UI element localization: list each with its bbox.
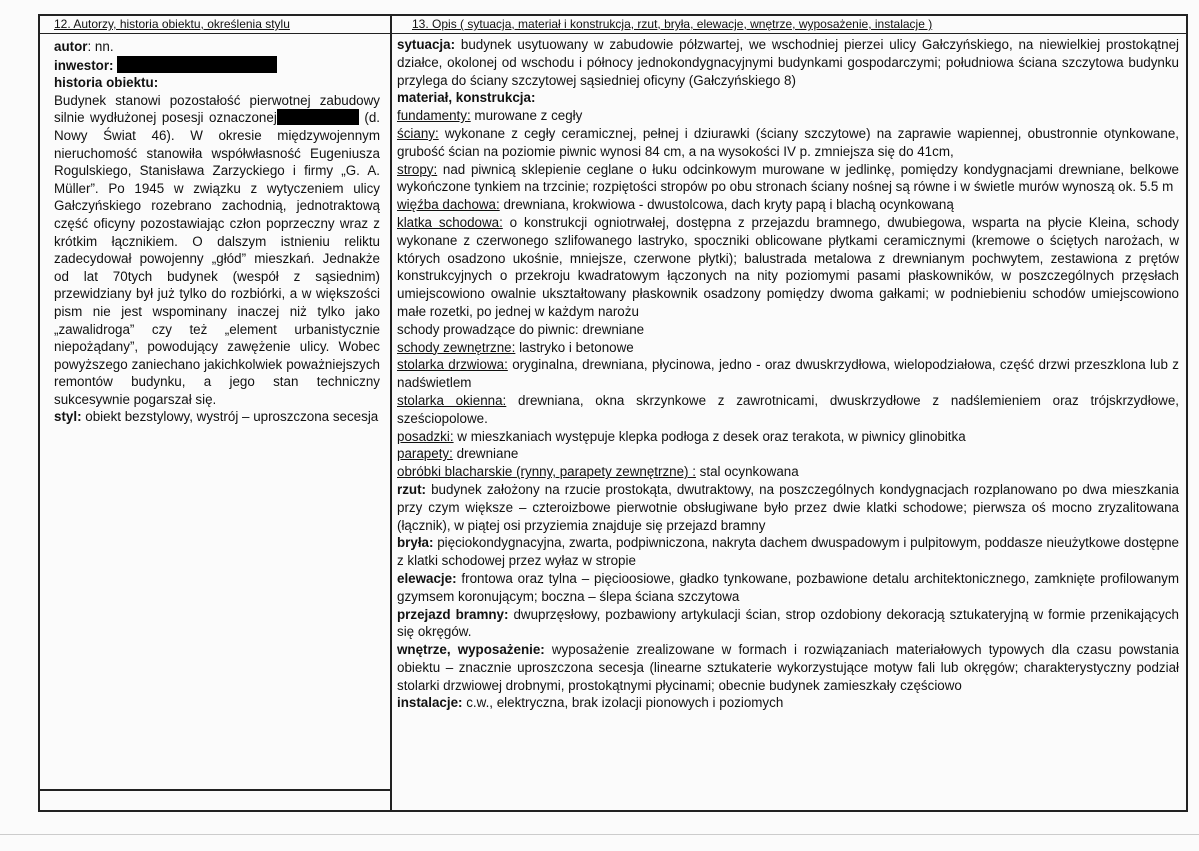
ceilings-paragraph (397, 161, 1179, 197)
history-section (54, 38, 380, 426)
author-value: : nn. (87, 39, 114, 54)
investor-label: inwestor: (54, 57, 114, 73)
left-column-header: 12. Autorzy, historia obiektu, określenia stylu (54, 17, 290, 31)
walls-label: ściany: (397, 125, 439, 141)
floors-label: posadzki: (397, 428, 454, 444)
redaction-bar (117, 56, 277, 73)
style-line (54, 408, 380, 426)
elevations-text: frontowa oraz tylna – pięcioosiowe, gładko tynkowane, pozbawione detalu architektonicznego, zamknięte profilowanym gzymsem koronującym; boczna – ślepa ściana szczytowa (397, 570, 1179, 604)
situation-paragraph (397, 36, 1179, 89)
author-line (54, 38, 380, 56)
redaction-bar (277, 109, 359, 125)
history-text-part-1: Budynek stanowi pozostałość pierwotnej zabudowy silnie wydłużonej posesji oznaczonej (54, 92, 380, 126)
foundations-line (397, 107, 1179, 125)
staircase-text: o konstrukcji ogniotrwałej, dostępna z przejazdu bramnego, dwubiegowa, wsparta na płycie Kleina, schody wykonane z czerwonego szlifowanego lastryko, spoczniki oblicowane płytkami ceramicznymi (kremowe o ściętych narożach, w których osadzono ukośnie, mniejsze, czerwone płytki); balustrada metalowa z drewnianym pochwytem, zestawiona z prętów konstrukcyjnych o przekroju kwadratowym łączonych na nity poziomymi pasami płaskowników, w poszczególnych przęsłach umiejscowiono owalnie ukształtowany płaskownik osadzony pomiędzy dwoma gałkami; w podniebieniu schodów umiejscowiono małe rozetki, po jednej w każdym narożu (397, 214, 1180, 319)
description-section (397, 36, 1179, 712)
door-joinery-text: oryginalna, drewniana, płycinowa, jedno - oraz dwuskrzydłowa, wielopodziałowa, część drzwi przeszklona lub z nadświetlem (397, 357, 1180, 391)
walls-paragraph (397, 125, 1179, 161)
sheet-metal-text: stal ocynkowana (695, 464, 799, 480)
external-stairs-line (397, 339, 1179, 357)
staircase-paragraph (397, 214, 1179, 321)
walls-text: wykonane z cegły ceramicznej, pełnej i dziurawki (ściany szczytowe) na zaprawie wapiennej, obustronnie otynkowane, grubość ścian na poziomie piwnic wynosi 84 cm, a na wysokości IV p. zmniejsza się do 41cm, (397, 125, 1179, 159)
external-stairs-text: lastryko i betonowe (515, 339, 634, 355)
sheet-metal-line (397, 463, 1179, 481)
material-heading (397, 89, 1179, 107)
plan-text: budynek założony na rzucie prostokąta, dwutraktowy, na poszczególnych kondygnacjach rozplanowano po dwa mieszkania przy czym większe – czteroizbowe pierwotnie obsługiwane było przez dwie klatki schodowe; pierwsza oś mocno zryzalitowana (łącznik), w piątej osi przyziemia znajduje się przejazd bramny (397, 481, 1179, 533)
foundations-label: fundamenty: (397, 108, 471, 124)
door-joinery-paragraph (397, 356, 1179, 392)
situation-text: budynek usytuowany w zabudowie półzwartej, we wschodniej pierzei ulicy Gałczyńskiego, na niewielkiej prostokątnej działce, okolonej od wschodu i północy jednokondygnacyjnymi budynkami gospodarczymi; południowa ściana szczytowa budynku przylega do ściany szczytowej sąsiedniej oficyny (Gałczyńskiego 8) (397, 37, 1179, 88)
history-heading (54, 74, 380, 92)
massing-label: bryła: (397, 535, 434, 551)
window-joinery-label: stolarka okienna: (397, 392, 507, 408)
plan-label: rzut: (397, 481, 427, 497)
right-column-header: 13. Opis ( sytuacja, materiał i konstrukcja, rzut, bryła, elewacje, wnętrze, wyposażenie, instalacje ) (412, 17, 933, 31)
situation-label: sytuacja: (397, 37, 456, 52)
interior-text: wyposażenie zrealizowane w formach i rozwiązaniach materiałowych typowych dla czasu powstania obiektu – znacznie uproszczona secesja (linearne sztukaterie wykorzystujące motyw fali lub okręgów; charakterystyczny podział stolarki drzwiowej drobnymi, prostokątnymi płycinami; obecnie budynek zamieszkały częściowo (397, 642, 1179, 693)
sills-label: parapety: (397, 446, 453, 462)
roof-truss-text: drewniana, krokwiowa - dwustolcowa, dach kryty papą i blachą ocynkowaną (499, 197, 954, 213)
history-text (54, 92, 380, 409)
ceilings-label: stropy: (397, 161, 438, 177)
gateway-text: dwuprzęsłowy, pozbawiony artykulacji ścian, strop ozdobiony dekoracją sztukateryjną w formie przenikających się okręgów. (397, 606, 1179, 640)
staircase-label: klatka schodowa: (397, 214, 503, 230)
installations-text: c.w., elektryczna, brak izolacji pionowych i poziomych (462, 695, 784, 711)
material-label: materiał, konstrukcja: (397, 90, 536, 106)
foundations-text: murowane z cegły (470, 108, 583, 124)
gateway-label: przejazd bramny: (397, 606, 509, 622)
style-label: styl: (54, 409, 82, 425)
style-value: obiekt bezstylowy, wystrój – uproszczona secesja (81, 409, 379, 425)
left-column-bottom-rule (40, 789, 390, 791)
window-joinery-text: drewniana, okna skrzynkowe z zawrotnicami, dwuskrzydłowe z nadślemieniem oraz trójskrzydłowe, sześciopolowe. (397, 392, 1179, 426)
massing-paragraph (397, 534, 1179, 570)
column-divider (390, 16, 392, 810)
massing-text: pięciokondygnacyjna, zwarta, podpiwniczona, nakryta dachem dwuspadowym i pulpitowym, poddasze nieużytkowe dostępne z klatki schodowej przez wyłaz w stropie (397, 535, 1179, 569)
installations-line (397, 694, 1179, 712)
sills-text: drewniane (452, 446, 519, 462)
roof-truss-line (397, 196, 1179, 214)
header-rule (40, 33, 1186, 34)
roof-truss-label: więźba dachowa: (397, 197, 500, 213)
basement-stairs-line: schody prowadzące do piwnic: drewniane (397, 321, 645, 337)
elevations-paragraph (397, 570, 1179, 606)
interior-paragraph (397, 641, 1179, 694)
ceilings-text: nad piwnicą sklepienie ceglane o łuku odcinkowym murowane w jedlinkę, pomiędzy kondygnacjami drewniane, belkowe wykończone tynkiem na trzcinie; rozpiętości stropów po obu stronach ściany nośnej są równe i w świetle murów wynoszą ok. 5.5 m (397, 161, 1179, 195)
investor-line (54, 56, 380, 75)
page-bottom-rule (0, 834, 1199, 835)
floors-line (397, 428, 1179, 446)
author-label: autor (54, 39, 88, 54)
installations-label: instalacje: (397, 695, 463, 711)
elevations-label: elewacje: (397, 570, 457, 586)
gateway-paragraph (397, 606, 1179, 642)
sills-line (397, 445, 1179, 463)
history-text-part-2: (d. Nowy Świat 46). W okresie międzywojennym nieruchomość stanowiła współwłasność Eugeniusza Rogulskiego, Stanisława Zarzyckiego i firmy „G. A. Müller”. Po 1945 w związku z wytyczeniem ulicy Gałczyńskiego rozebrano zachodnią, jednotraktową część oficyny pozostawiając człon poprzeczny wraz z krótkim łącznikiem. O dalszym istnieniu reliktu zadecydował powojenny „głód” mieszkań. Jednakże od lat 70tych budynek (wespół z sąsiednim) przewidziany był już tylko do rozbiórki, a w większości pism nie jest wspominany inaczej niż tylko jako „zawalidroga” czy też „element urbanistycznie niepożądany”, powodujący zawężenie ulicy. Wobec powyższego zaniechano jakichkolwiek poważniejszych remontów budynku, a jego stan techniczny sukcesywnie pogarszał się. (54, 110, 380, 407)
form-table (38, 14, 1188, 812)
window-joinery-paragraph (397, 392, 1179, 428)
door-joinery-label: stolarka drzwiowa: (397, 357, 508, 373)
external-stairs-label: schody zewnętrzne: (397, 339, 516, 355)
plan-paragraph (397, 481, 1179, 534)
history-label: historia obiektu: (54, 75, 159, 91)
sheet-metal-label: obróbki blacharskie (rynny, parapety zewnętrzne) : (397, 464, 696, 480)
interior-label: wnętrze, wyposażenie: (397, 642, 545, 658)
floors-text: w mieszkaniach występuje klepka podłoga z desek oraz terakota, w piwnicy glinobitka (453, 428, 966, 444)
